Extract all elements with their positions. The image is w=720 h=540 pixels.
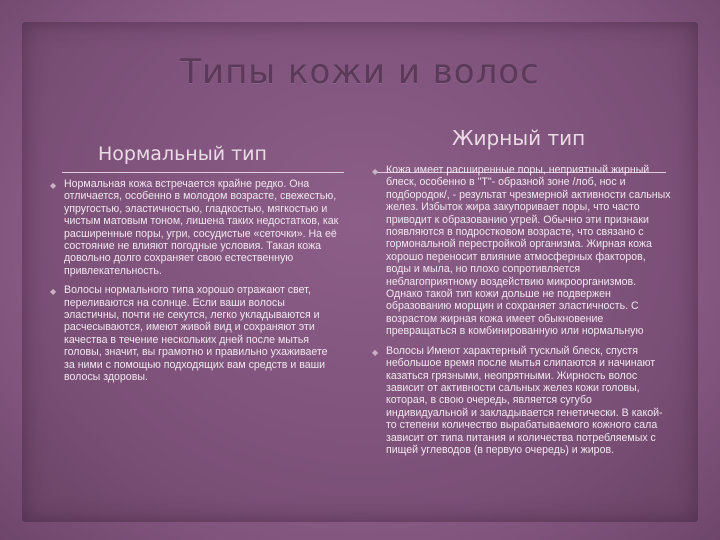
left-column-heading: Нормальный тип (98, 143, 267, 165)
bullet-icon: ◆ (50, 287, 57, 297)
paragraph-text: Волосы нормального типа хорошо отражают свет, переливаются на солнце. Если ваши волосы эластичны, почти не секутся, легко укладываются и расчесываются, имеют живой вид и сохраняют эти качества в течение нескольких дней после мытья головы, значит, вы грамотно и правильно ухаживаете за ними с помощью подходящих вам средств и ваши волосы здоровы. (64, 284, 328, 384)
left-heading-rule (62, 172, 344, 173)
left-column-body (50, 178, 340, 391)
bullet-icon: ◆ (50, 181, 57, 190)
list-item (372, 164, 672, 338)
paragraph-text: Кожа имеет расширенные поры, неприятный жирный блеск, особенно в "Т"- образной зоне /лоб, нос и подбородок/, - результат чрезмерной активности сальных желез. Избыток жира закупоривает поры, что часто приводит к образованию угрей. Обычно эти признаки появляются в подростковом возрасте, что связано с гормональной перестройкой организма. Жирная кожа хорошо переносит влияние атмосферных факторов, воды и мыла, но плохо сопротивляется неблагоприятному воздействию микроорганизмов. Однако такой тип кожи дольше не подвержен образованию морщин и сохраняет эластичность. С возрастом жирная кожа имеет обыкновение превращаться в комбинированную или нормальную (386, 164, 671, 338)
list-item (50, 284, 340, 383)
bullet-icon: ◆ (372, 167, 379, 176)
slide-title: Типы кожи и волос (180, 52, 540, 92)
bullet-icon: ◆ (372, 347, 379, 357)
list-item (372, 345, 672, 457)
right-column-body (372, 164, 672, 463)
list-item (50, 178, 340, 277)
paragraph-text: Волосы Имеют характерный тусклый блеск, спустя небольшое время после мытья слипаются и начинают казаться грязными, неопрятными. Жирность волос зависит от активности сальных желез кожи головы, которая, в свою очередь, является сугубо индивидуальной и закладывается генетически. В какой-то степени количество вырабатываемого кожного сала зависит от типа питания и количества потребляемых с пищей углеводов (в первую очередь) и жиров. (386, 344, 663, 456)
right-column-heading: Жирный тип (452, 126, 586, 150)
paragraph-text: Нормальная кожа встречается крайне редко. Она отличается, особенно в молодом возрасте, свежестью, упругостью, эластичностью, гладкостью, мягкостью и чистым матовым тоном, лишена таких недостатков, как расширенные поры, угри, сосудистые «сеточки». На её состояние не влияют погодные условия. Такая кожа довольно долго сохраняет свою естественную привлекательность. (64, 178, 339, 277)
